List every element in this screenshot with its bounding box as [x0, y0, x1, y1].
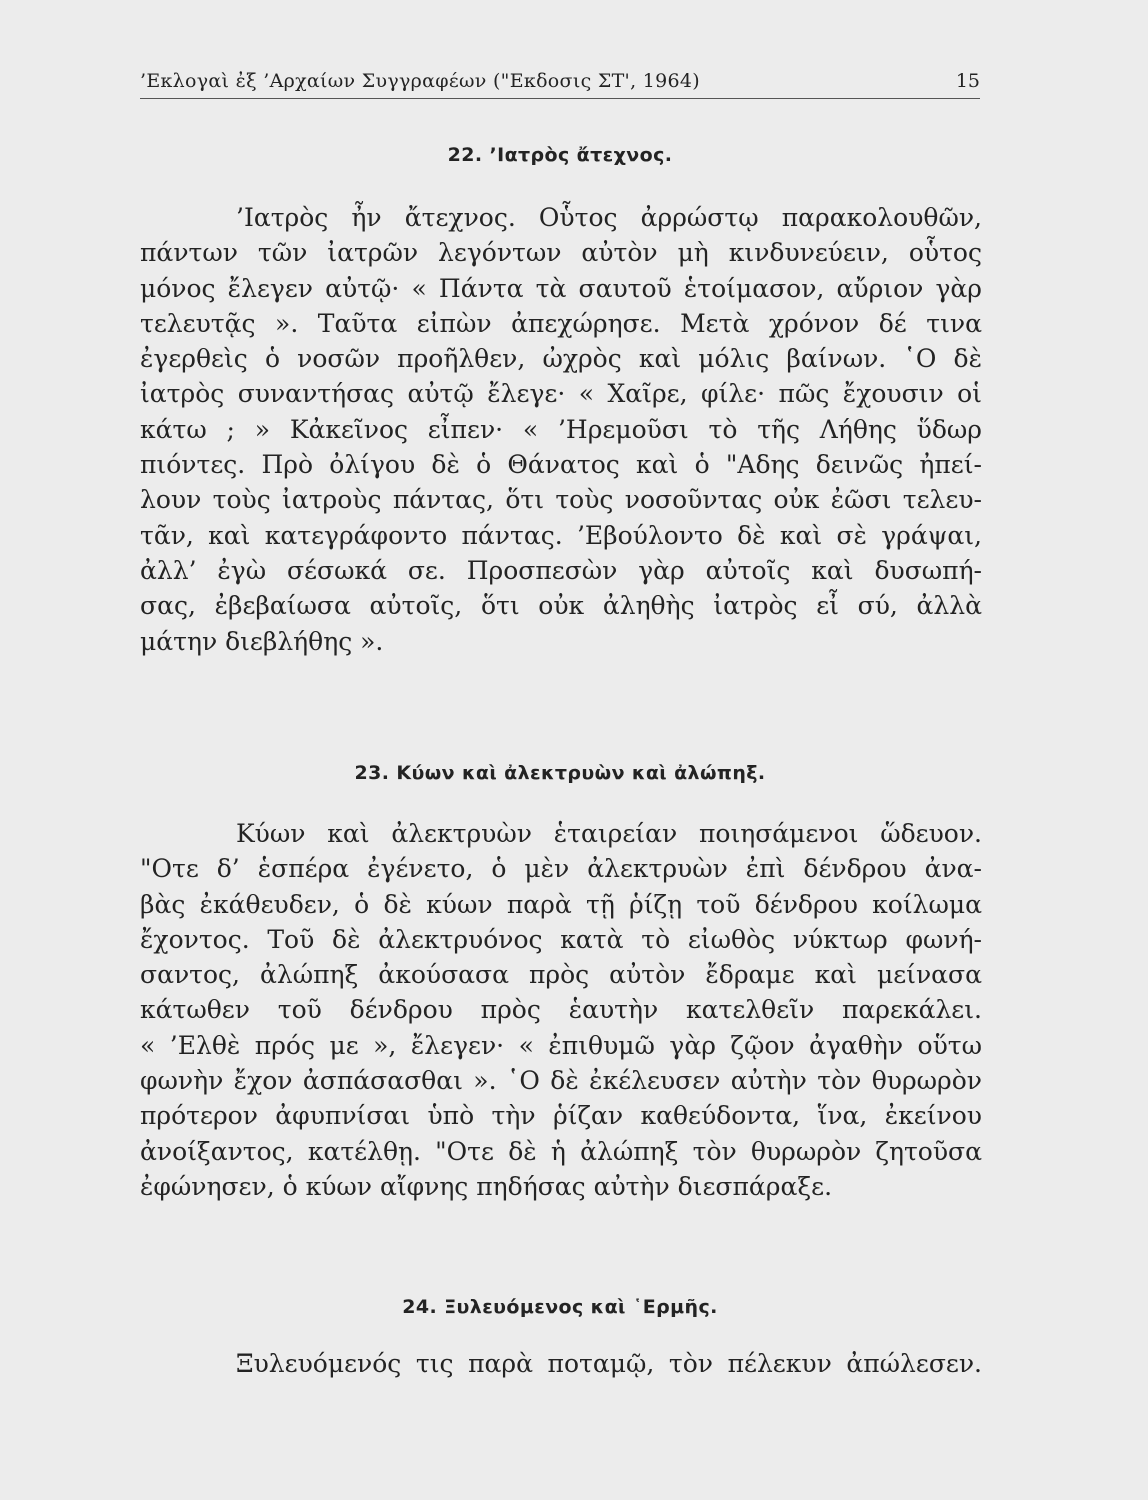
- text-line: πιόντες. Πρὸ ὀλίγου δὲ ὁ Θάνατος καὶ ὁ "Αδης δεινῶς ἠπεί-: [140, 450, 982, 480]
- text-line: λουν τοὺς ἰατροὺς πάντας, ὅτι τοὺς νοσοῦντας οὐκ ἐῶσι τελευ-: [140, 485, 982, 515]
- text-line: Κύων καὶ ἀλεκτρυὼν ἑταιρείαν ποιησάμενοι ὥδευον.: [236, 819, 982, 848]
- text-line: πάντων τῶν ἰατρῶν λεγόντων αὐτὸν μὴ κινδυνεύειν, οὗτος: [140, 238, 982, 268]
- text-line: μόνος ἔλεγεν αὐτῷ· « Πάντα τὰ σαυτοῦ ἑτοίμασον, αὔριον γὰρ: [140, 273, 982, 303]
- section-text-23: [140, 816, 982, 1204]
- text-line: πρότερον ἀφυπνίσαι ὑπὸ τὴν ῥίζαν καθεύδοντα, ἵνα, ἐκείνου: [140, 1101, 982, 1131]
- text-line: ’Ιατρὸς ἦν ἄτεχνος. Οὗτος ἀρρώστῳ παρακολουθῶν,: [236, 203, 982, 232]
- text-line: ἀλλ’ ἐγὼ σέσωκά σε. Προσπεσὼν γὰρ αὐτοῖς καὶ δυσωπή-: [140, 555, 982, 585]
- text-line: ἐγερθεὶς ὁ νοσῶν προῆλθεν, ὠχρὸς καὶ μόλις βαίνων. ῾Ο δὲ: [140, 344, 982, 374]
- running-title: ’Εκλογαὶ ἐξ ’Αρχαίων Συγγραφέων ("Εκδοσις ΣΤ', 1964): [140, 70, 701, 92]
- running-header: [140, 66, 980, 99]
- page-number: 15: [955, 70, 980, 92]
- text-line: φωνὴν ἔχον ἀσπάσασθαι ». ῾Ο δὲ ἐκέλευσεν αὐτὴν τὸν θυρωρὸν: [140, 1066, 982, 1096]
- text-line: μάτην διεβλήθης ».: [140, 626, 384, 656]
- text-line: σαντος, ἀλώπηξ ἀκούσασα πρὸς αὐτὸν ἔδραμε καὶ μείνασα: [140, 960, 982, 990]
- text-line: σας, ἐβεβαίωσα αὐτοῖς, ὅτι οὐκ ἀληθὴς ἰατρὸς εἶ σύ, ἀλλὰ: [140, 591, 982, 621]
- section-heading-22: 22. ’Ιατρὸς ἄτεχνος.: [447, 144, 673, 166]
- text-line: ἐφώνησεν, ὁ κύων αἴφνης πηδήσας αὐτὴν διεσπάραξε.: [140, 1171, 833, 1201]
- text-line: ἔχοντος. Τοῦ δὲ ἀλεκτρυόνος κατὰ τὸ εἰωθὸς νύκτωρ φωνή-: [140, 924, 982, 954]
- text-line: « ’Ελθὲ πρός με », ἔλεγεν· « ἐπιθυμῶ γὰρ ζῷον ἀγαθὴν οὕτω: [140, 1030, 982, 1060]
- text-line: ἰατρὸς συναντήσας αὐτῷ ἔλεγε· « Χαῖρε, φίλε· πῶς ἔχουσιν οἱ: [140, 379, 982, 409]
- text-line: τᾶν, καὶ κατεγράφοντο πάντας. ’Εβούλοντο δὲ καὶ σὲ γράψαι,: [140, 520, 982, 550]
- section-heading-24: 24. Ξυλευόμενος καὶ ῾Ερμῆς.: [402, 1296, 718, 1318]
- text-line: "Οτε δ’ ἑσπέρα ἐγένετο, ὁ μὲν ἀλεκτρυὼν ἐπὶ δένδρου ἀνα-: [140, 854, 982, 884]
- text-line: κάτωθεν τοῦ δένδρου πρὸς ἑαυτὴν κατελθεῖν παρεκάλει.: [140, 995, 982, 1025]
- text-line: βὰς ἐκάθευδεν, ὁ δὲ κύων παρὰ τῇ ῥίζῃ τοῦ δένδρου κοίλωμα: [140, 889, 982, 919]
- text-line: κάτω ; » Κἀκεῖνος εἶπεν· « ’Ηρεμοῦσι τὸ τῆς Λήθης ὕδωρ: [140, 414, 982, 444]
- section-text-22: [140, 200, 982, 659]
- text-line: τελευτᾷς ». Ταῦτα εἰπὼν ἀπεχώρησε. Μετὰ χρόνον δέ τινα: [140, 308, 982, 338]
- text-line: ἀνοίξαντος, κατέλθῃ. "Οτε δὲ ἡ ἀλώπηξ τὸν θυρωρὸν ζητοῦσα: [140, 1136, 982, 1166]
- text-line: Ξυλευόμενός τις παρὰ ποταμῷ, τὸν πέλεκυν ἀπώλεσεν.: [236, 1349, 982, 1378]
- section-heading-23: 23. Κύων καὶ ἀλεκτρυὼν καὶ ἀλώπηξ.: [354, 762, 766, 784]
- section-text-24: [140, 1346, 982, 1381]
